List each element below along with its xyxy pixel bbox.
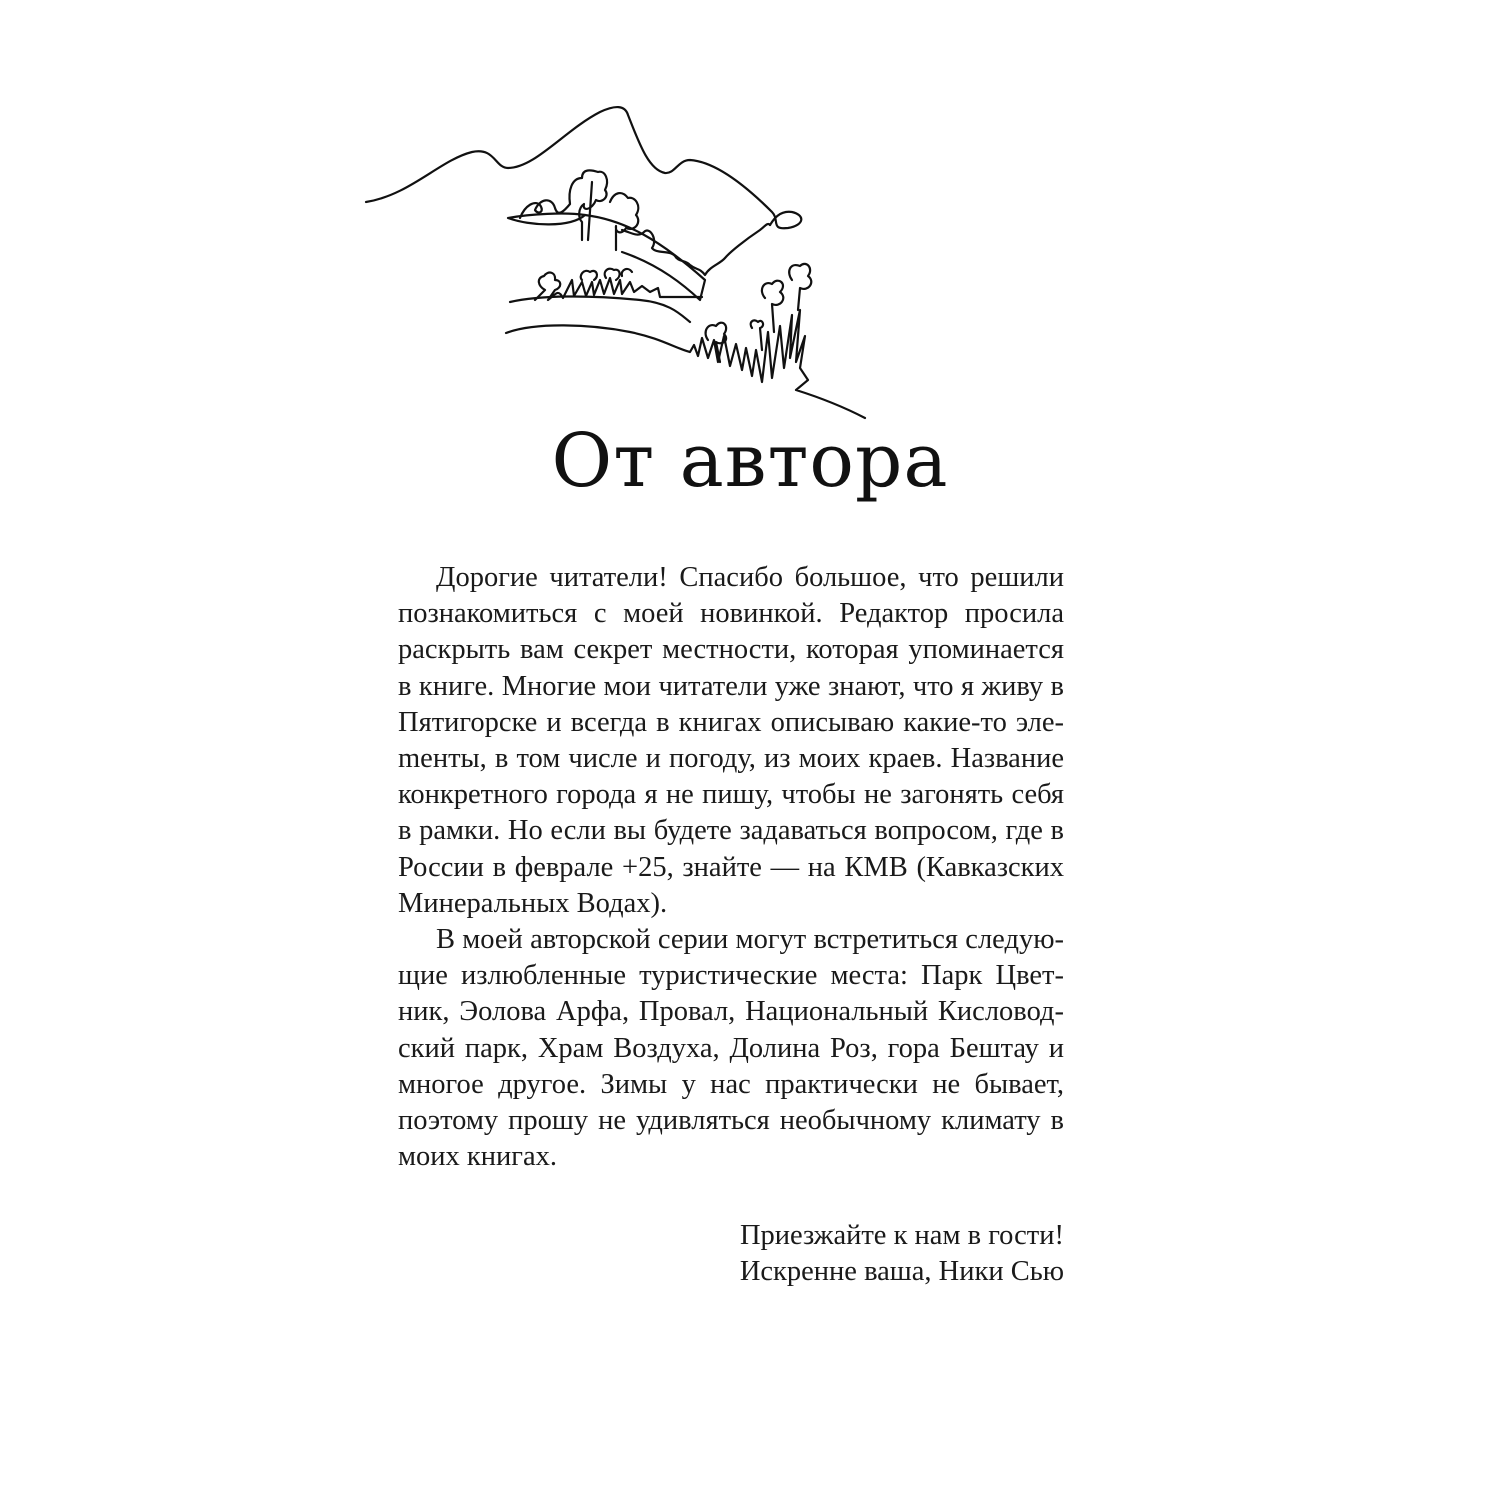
mountain-landscape-line-art-icon xyxy=(360,100,1140,430)
signature-invitation: Приезжайте к нам в гости! xyxy=(739,1220,1064,1251)
author-foreword-text xyxy=(398,560,1064,1175)
page-title: От автора xyxy=(551,418,949,504)
paragraph: Дорогие читатели! Спасибо большое, что решили познакомиться с моей новинкой. Редактор просила раскрыть вам секрет местности, которая упоминается в книге. Многие мои читатели уже знают, что я живу в Пятигорске и всегда в книгах описываю какие-то элеmенты, в том числе и погоду, из моих краев. Название конкретного города я не пишу, чтобы не загонять себя в рамки. Но если вы будете задаваться вопросом, где в России в феврале +25, знайте — на КМВ (Кавказских Минеральных Водах). xyxy=(398,562,1064,919)
signature-block xyxy=(740,1218,1064,1290)
signature-author: Искренне ваша, Ники Сью xyxy=(739,1256,1064,1288)
landscape-illustration xyxy=(360,100,1140,430)
paragraph: В моей авторской серии могут встретиться следующие излюбленные туристические места: Парк Цветник, Эолова Арфа, Провал, Национальный Кисловодский парк, Храм Воздуха, Долина Роз, гора Бештау и многое другое. Зимы у нас практически не бывает, поэтому прошу не удивляться необычному климату в моих книгах. xyxy=(398,924,1064,1173)
